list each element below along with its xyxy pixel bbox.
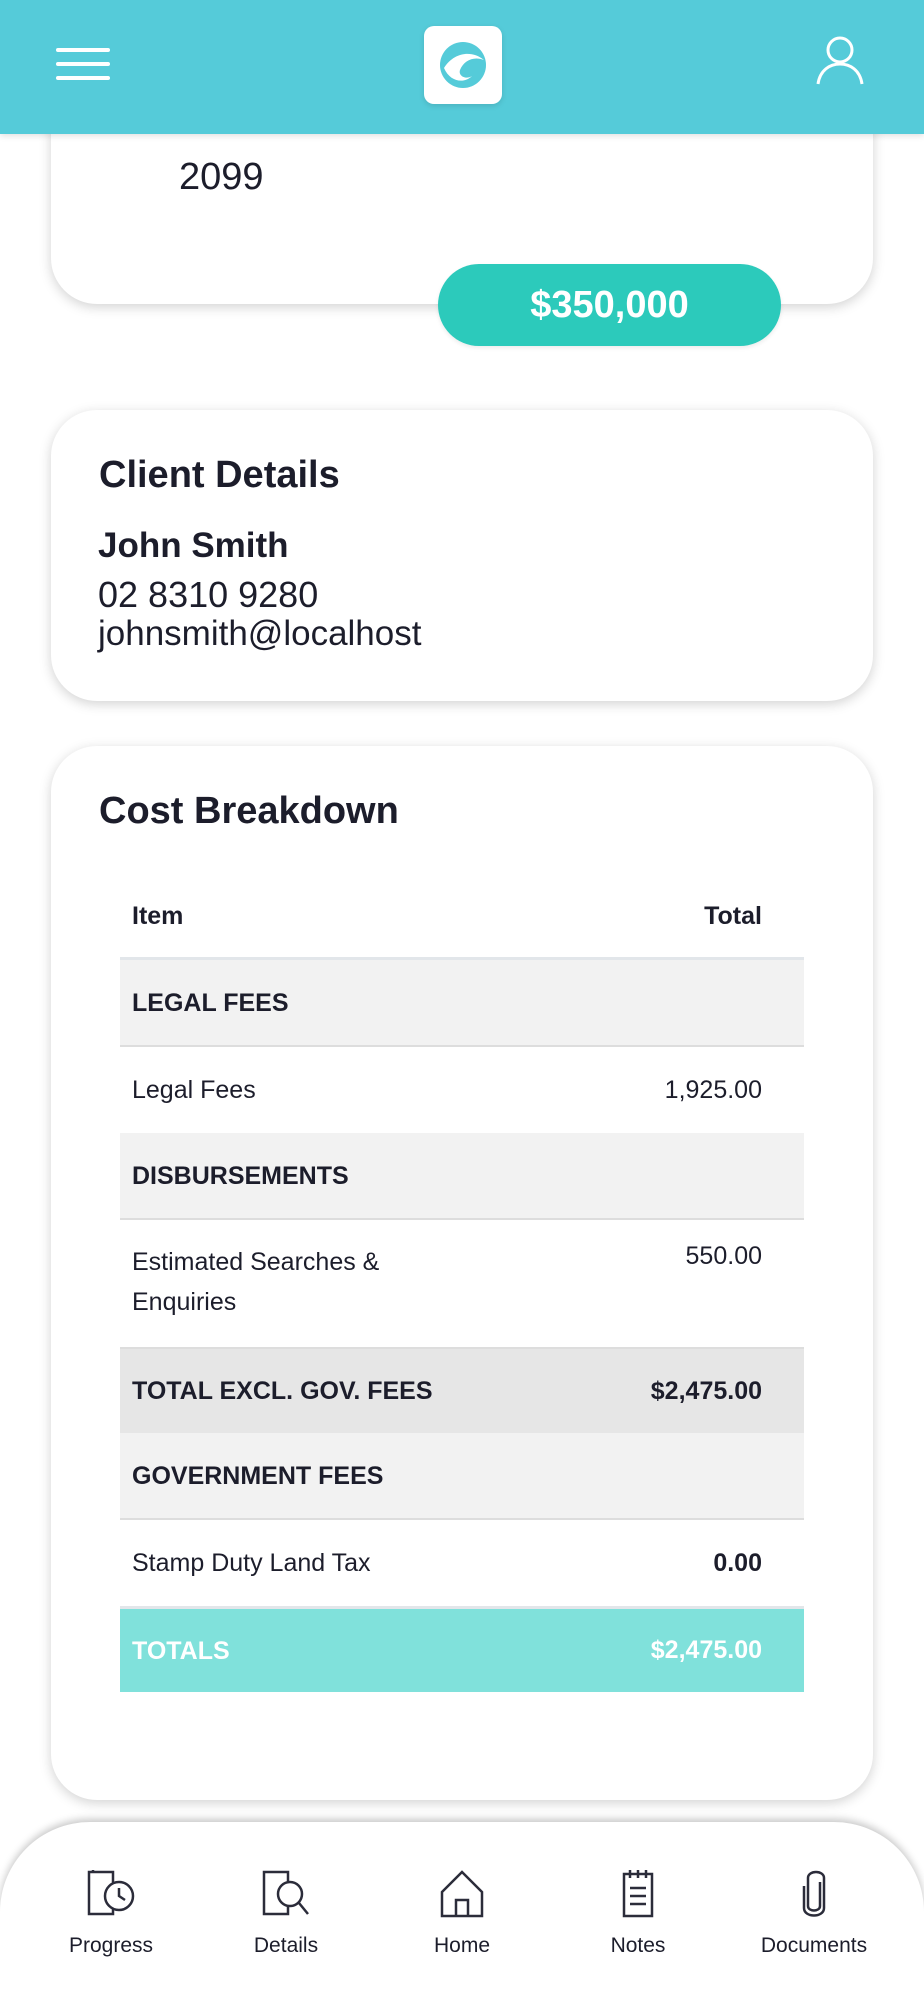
- nav-label-home: Home: [433, 1934, 491, 1957]
- row-label: GOVERNMENT FEES: [132, 1461, 384, 1490]
- table-header: [120, 876, 804, 960]
- table-row-section: [120, 1133, 804, 1220]
- table-row: [120, 1047, 804, 1133]
- notes-icon: [610, 1868, 666, 1920]
- nav-item-notes[interactable]: [558, 1868, 718, 1958]
- client-name: John Smith: [98, 526, 289, 565]
- row-value: $2,475.00: [650, 1636, 762, 1664]
- row-label: LEGAL FEES: [132, 988, 289, 1017]
- row-label: TOTALS: [132, 1636, 230, 1665]
- paperclip-icon: [786, 1868, 842, 1920]
- cost-table: [120, 876, 804, 1692]
- row-value: 1,925.00: [664, 1075, 762, 1104]
- table-row-totals: [120, 1606, 804, 1692]
- nav-item-details[interactable]: [206, 1868, 366, 1958]
- app-header: [0, 0, 924, 134]
- client-phone[interactable]: 02 8310 9280: [98, 574, 319, 615]
- client-details-card: [51, 410, 873, 701]
- user-icon[interactable]: [814, 34, 866, 86]
- details-icon: [258, 1868, 314, 1920]
- cost-breakdown-title: Cost Breakdown: [99, 790, 399, 832]
- row-value: $2,475.00: [650, 1376, 762, 1405]
- cost-breakdown-card: [51, 746, 873, 1800]
- nav-label-documents: Documents: [760, 1934, 868, 1957]
- column-item: Item: [132, 902, 184, 930]
- table-row: [120, 1520, 804, 1606]
- nav-item-documents[interactable]: [734, 1868, 894, 1958]
- bottom-nav: [0, 1822, 924, 2000]
- row-label: Legal Fees: [132, 1076, 256, 1104]
- row-label: Estimated Searches & Enquiries: [132, 1248, 380, 1316]
- hamburger-icon[interactable]: [56, 44, 110, 84]
- nav-label-details: Details: [253, 1934, 319, 1957]
- table-row-subtotal: [120, 1347, 804, 1433]
- table-row: [120, 1220, 804, 1347]
- client-details-title: Client Details: [99, 454, 340, 496]
- table-row-section: [120, 960, 804, 1047]
- nav-item-progress[interactable]: [31, 1868, 191, 1958]
- row-value: 550.00: [685, 1242, 762, 1270]
- nav-label-notes: Notes: [610, 1934, 666, 1957]
- nav-label-progress: Progress: [68, 1934, 154, 1957]
- column-total: Total: [704, 902, 762, 930]
- nav-item-home[interactable]: [382, 1868, 542, 1958]
- app-logo[interactable]: [424, 26, 502, 104]
- client-email[interactable]: johnsmith@localhost: [98, 614, 422, 653]
- table-row-section: [120, 1433, 804, 1520]
- row-label: DISBURSEMENTS: [132, 1161, 349, 1190]
- home-icon: [434, 1868, 490, 1920]
- row-value: 0.00: [713, 1548, 762, 1577]
- progress-icon: [83, 1868, 139, 1920]
- row-label: TOTAL EXCL. GOV. FEES: [132, 1377, 433, 1405]
- price-badge: $350,000: [438, 264, 781, 346]
- row-label: Stamp Duty Land Tax: [132, 1549, 371, 1577]
- property-postcode: 2099: [179, 156, 264, 198]
